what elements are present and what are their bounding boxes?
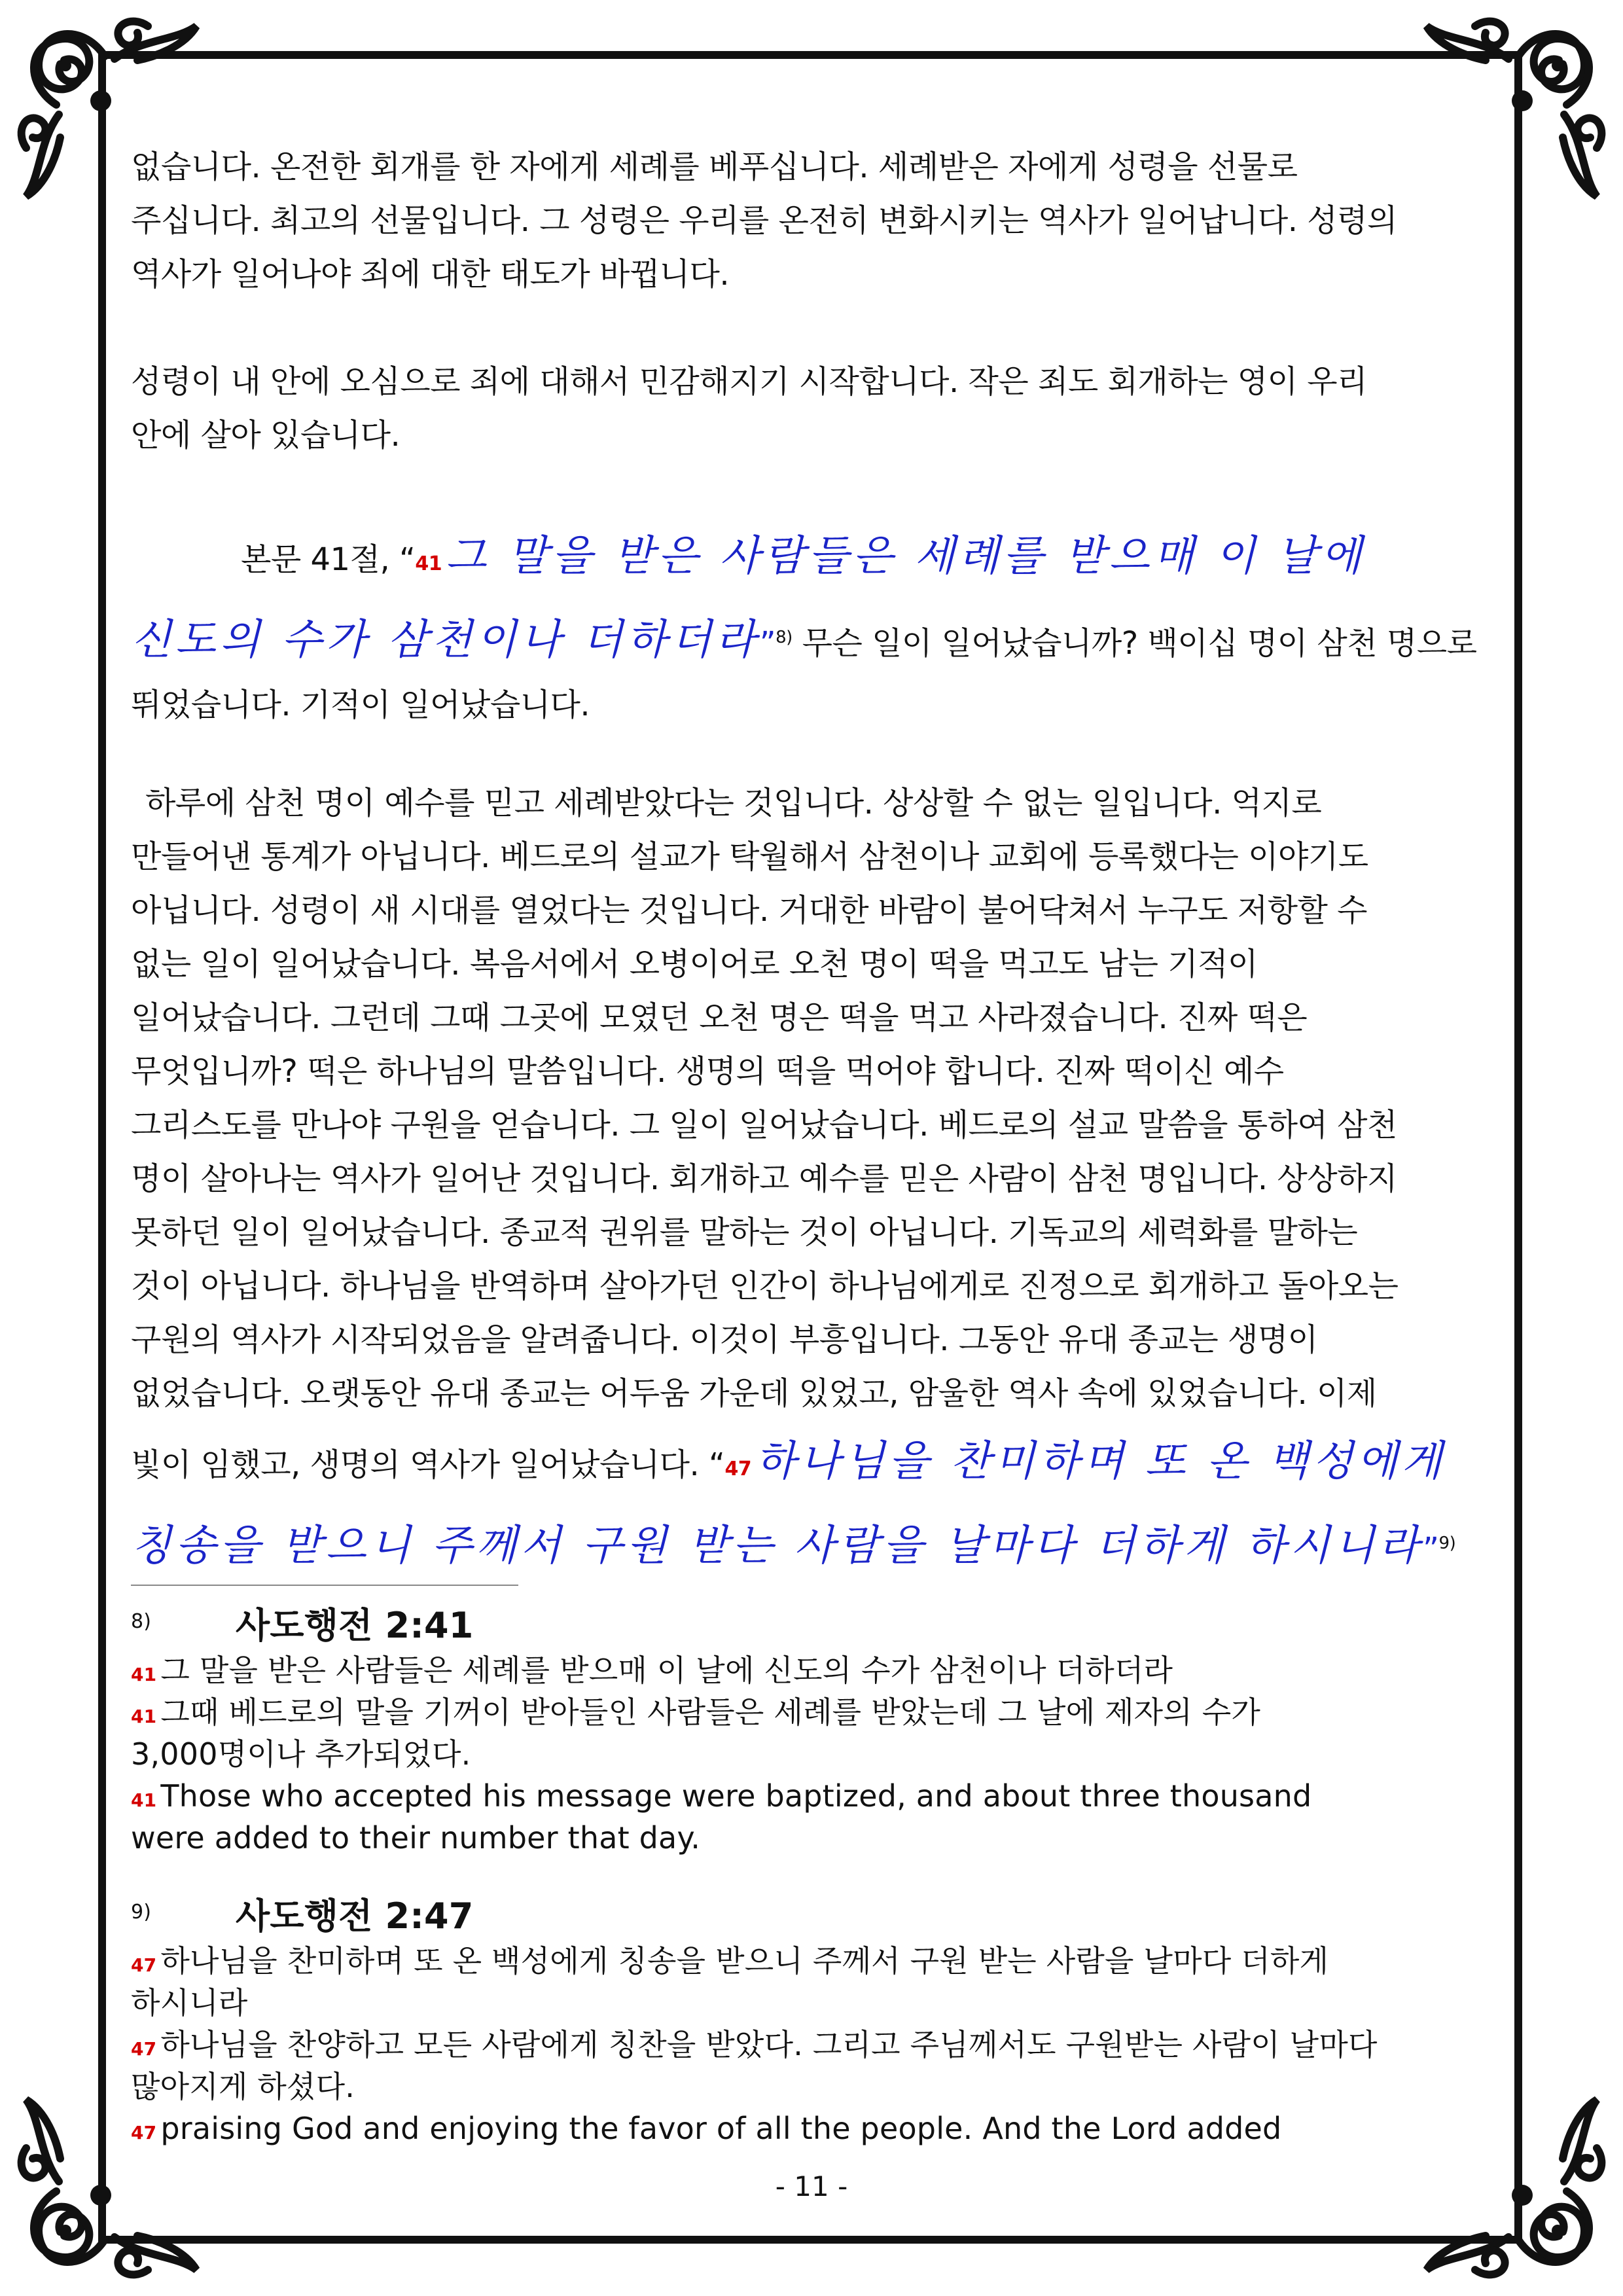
footnote-text: were added to their number that day.	[131, 1820, 701, 1856]
footnote-line	[131, 2024, 1486, 2066]
text-line: 없습니다. 온전한 회개를 한 자에게 세례를 베푸십니다. 세례받은 자에게 성령을 선물로	[131, 149, 1298, 185]
footnote-text: 3,000명이나 추가되었다.	[131, 1736, 471, 1772]
footnote-text: 하나님을 찬양하고 모든 사람에게 칭찬을 받았다. 그리고 주님께서도 구원받는 사람이 날마다	[160, 2027, 1378, 2062]
footnote-reference-title: 사도행전 2:41	[236, 1605, 474, 1646]
closing-quote: ”	[759, 625, 776, 662]
page-number: - 11 -	[775, 2170, 848, 2202]
body-content	[131, 140, 1486, 1584]
text-line: 만들어낸 통계가 아닙니다. 베드로의 설교가 탁월해서 삼천이나 교회에 등록했다는 이야기도	[131, 838, 1368, 875]
footnote-text: 그때 베드로의 말을 기꺼이 받아들인 사람들은 세례를 받았는데 그 날에 제자의 수가	[160, 1695, 1261, 1730]
footnote-line	[131, 1775, 1486, 1817]
footnote-divider	[131, 1585, 518, 1586]
footnote-line	[131, 2108, 1486, 2149]
footnote-line	[131, 1649, 1486, 1691]
scripture-quote: 하나님을 찬미하며 또 온 백성에게	[755, 1437, 1446, 1486]
text-line: 일어났습니다. 그런데 그때 그곳에 모였던 오천 명은 떡을 먹고 사라졌습니다. 진짜 떡은	[131, 999, 1308, 1036]
footnote-text: Those who accepted his message were baptized, and about three thousand	[160, 1778, 1312, 1814]
footnote-text: 하시니라	[131, 1985, 248, 2020]
text-line: 안에 살아 있습니다.	[131, 417, 401, 454]
footnote-line	[131, 1982, 1486, 2024]
verse-number: 41	[131, 1664, 157, 1685]
text-span: 빛이 임했고, 생명의 역사가 일어났습니다. “	[131, 1446, 725, 1483]
footnote-9	[131, 1893, 1486, 2149]
text-line: 못하던 일이 일어났습니다. 종교적 권위를 말하는 것이 아닙니다. 기독교의 세력화를 말하는	[131, 1214, 1358, 1251]
paragraph-4	[131, 776, 1486, 1420]
footnote-reference-title: 사도행전 2:47	[236, 1895, 474, 1937]
scripture-continue-line	[131, 597, 1486, 678]
footnote-text: 많아지게 하셨다.	[131, 2069, 355, 2104]
footnotes-section	[131, 1602, 1486, 2149]
footnote-reference[interactable]: 9)	[1438, 1534, 1456, 1553]
text-line: 없었습니다. 오랫동안 유대 종교는 어두움 가운데 있었고, 암울한 역사 속에 있었습니다. 이제	[131, 1375, 1377, 1412]
text-line: 아닙니다. 성령이 새 시대를 열었다는 것입니다. 거대한 바람이 불어닥쳐서 누구도 저항할 수	[131, 892, 1367, 929]
verse-number: 47	[131, 1954, 157, 1976]
text-line: 무엇입니까? 떡은 하나님의 말씀입니다. 생명의 떡을 먹어야 합니다. 진짜 떡이신 예수	[131, 1053, 1284, 1090]
footnote-text: 하나님을 찬미하며 또 온 백성에게 칭송을 받으니 주께서 구원 받는 사람을 날마다 더하게	[160, 1943, 1329, 1979]
footnote-line	[131, 1691, 1486, 1733]
footnote-line	[131, 2066, 1486, 2108]
verse-number: 41	[415, 552, 442, 575]
text-line: 뛰었습니다. 기적이 일어났습니다.	[131, 687, 590, 723]
footnote-marker: 8)	[131, 1610, 152, 1633]
scripture-quote: 칭송을 받으니 주께서 구원 받는 사람을 날마다 더하게 하시니라	[131, 1522, 1423, 1570]
closing-quote: ”	[1423, 1531, 1439, 1568]
paragraph-1	[131, 140, 1486, 301]
paragraph-2	[131, 355, 1486, 462]
paragraph-3	[131, 516, 1486, 732]
text-span: 본문 41절, “	[241, 541, 416, 578]
scripture-intro-line	[131, 516, 1486, 597]
footnote-line	[131, 1940, 1486, 1982]
footnote-marker: 9)	[131, 1901, 152, 1924]
verse-number: 47	[131, 2038, 157, 2060]
footnote-text: praising God and enjoying the favor of all the people. And the Lord added	[160, 2111, 1282, 2146]
footnote-8	[131, 1602, 1486, 1859]
footnote-text: 그 말을 받은 사람들은 세례를 받으매 이 날에 신도의 수가 삼천이나 더하더라	[160, 1653, 1173, 1688]
text-line: 그리스도를 만나야 구원을 얻습니다. 그 일이 일어났습니다. 베드로의 설교 말씀을 통하여 삼천	[131, 1107, 1397, 1143]
scripture-quote: 그 말을 받은 사람들은 세례를 받으매 이 날에	[446, 532, 1366, 581]
paragraph-5	[131, 1420, 1486, 1584]
footnote-line	[131, 1817, 1486, 1859]
text-line: 성령이 내 안에 오심으로 죄에 대해서 민감해지기 시작합니다. 작은 죄도 회개하는 영이 우리	[131, 363, 1367, 400]
verse-number: 41	[131, 1706, 157, 1727]
text-line: 명이 살아나는 역사가 일어난 것입니다. 회개하고 예수를 믿은 사람이 삼천 명입니다. 상상하지	[131, 1160, 1397, 1197]
footnote-reference[interactable]: 8)	[776, 628, 793, 647]
text-line: 하루에 삼천 명이 예수를 믿고 세례받았다는 것입니다. 상상할 수 없는 일입니다. 억지로	[145, 785, 1322, 821]
text-line: 구원의 역사가 시작되었음을 알려줍니다. 이것이 부흥입니다. 그동안 유대 종교는 생명이	[131, 1321, 1318, 1358]
text-line: 주십니다. 최고의 선물입니다. 그 성령은 우리를 온전히 변화시키는 역사가 일어납니다. 성령의	[131, 202, 1397, 239]
text-line: 것이 아닙니다. 하나님을 반역하며 살아가던 인간이 하나님에게로 진정으로 회개하고 돌아오는	[131, 1268, 1399, 1304]
text-line: 없는 일이 일어났습니다. 복음서에서 오병이어로 오천 명이 떡을 먹고도 남는 기적이	[131, 946, 1258, 982]
footnote-line	[131, 1733, 1486, 1775]
footnote-header	[131, 1893, 1486, 1940]
scripture-quote: 신도의 수가 삼천이나 더하더라	[131, 616, 760, 664]
text-span: 무슨 일이 일어났습니까? 백이십 명이 삼천 명으로	[792, 625, 1477, 662]
scripture-continue-line	[131, 1503, 1486, 1584]
footnote-header	[131, 1602, 1486, 1649]
scripture-intro-line	[131, 1420, 1486, 1503]
verse-number: 47	[724, 1458, 752, 1480]
verse-number: 47	[131, 2122, 157, 2144]
text-line: 역사가 일어나야 죄에 대한 태도가 바뀝니다.	[131, 256, 730, 293]
verse-number: 41	[131, 1789, 157, 1811]
